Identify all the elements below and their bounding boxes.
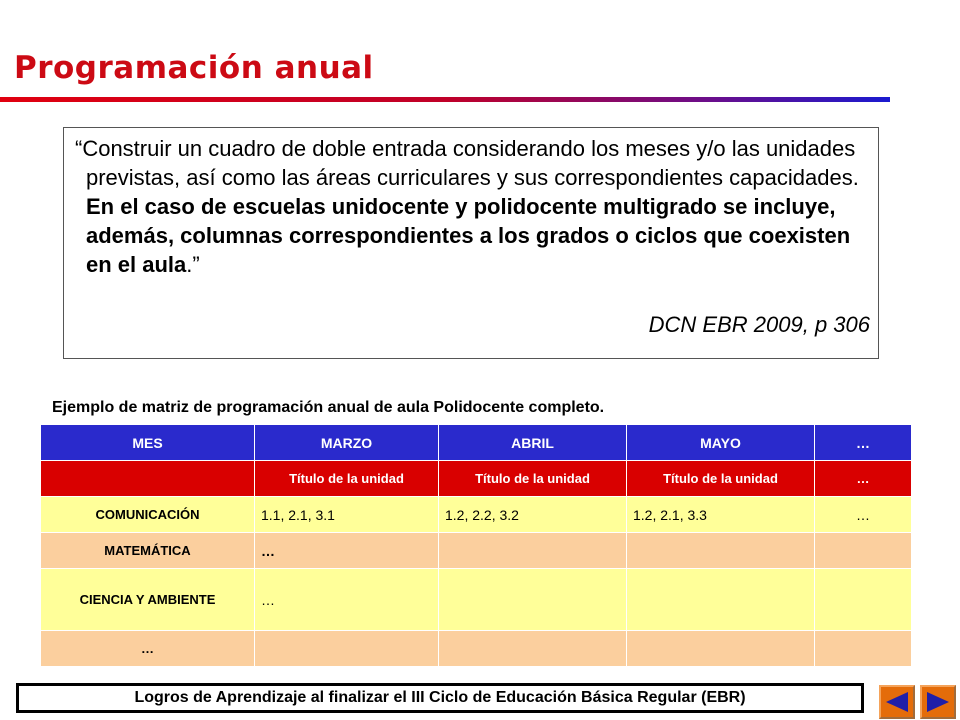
table-cell: [439, 631, 627, 667]
column-header: MARZO: [255, 425, 439, 461]
table-row: [41, 533, 912, 569]
table-cell: [627, 631, 815, 667]
table-cell: …: [255, 569, 439, 631]
table-cell: 1.2, 2.1, 3.3: [627, 497, 815, 533]
quote-box: [63, 127, 879, 359]
previous-slide-button[interactable]: [879, 685, 915, 719]
triangle-left-icon: [884, 690, 910, 714]
table-row: [41, 569, 912, 631]
table-cell: [41, 461, 255, 497]
quote-citation: DCN EBR 2009, p 306: [648, 312, 870, 337]
triangle-right-icon: [925, 690, 951, 714]
row-label: CIENCIA Y AMBIENTE: [41, 569, 255, 631]
table-cell: …: [255, 533, 439, 569]
table-cell: [815, 569, 912, 631]
table-cell: Título de la unidad: [439, 461, 627, 497]
row-label: MATEMÁTICA: [41, 533, 255, 569]
quote-part-regular: Construir un cuadro de doble entrada considerando los meses y/o las unidades previstas, así como las áreas curriculares y sus correspondientes capacidades.: [82, 136, 859, 190]
table-cell: [815, 533, 912, 569]
table-cell: …: [815, 461, 912, 497]
programming-matrix-table: [40, 424, 912, 667]
table-cell: [627, 533, 815, 569]
quote-close: .”: [186, 252, 200, 277]
table-cell: 1.2, 2.2, 3.2: [439, 497, 627, 533]
table-cell: [255, 631, 439, 667]
table-cell: [815, 631, 912, 667]
table-header-row: [41, 425, 912, 461]
table-cell: [439, 533, 627, 569]
title-underline: [0, 97, 890, 102]
table-row: [41, 631, 912, 667]
table-cell: [439, 569, 627, 631]
column-header: ABRIL: [439, 425, 627, 461]
table-cell: 1.1, 2.1, 3.1: [255, 497, 439, 533]
unit-title-row: [41, 461, 912, 497]
column-header: …: [815, 425, 912, 461]
table-cell: Título de la unidad: [627, 461, 815, 497]
page-title: Programación anual: [14, 50, 374, 86]
footer-banner: Logros de Aprendizaje al finalizar el III Ciclo de Educación Básica Regular (EBR): [16, 683, 864, 713]
table-row: [41, 497, 912, 533]
row-label: …: [41, 631, 255, 667]
quote-text: [75, 134, 866, 279]
table-cell: Título de la unidad: [255, 461, 439, 497]
column-header: MES: [41, 425, 255, 461]
table-cell: …: [815, 497, 912, 533]
table-caption: Ejemplo de matriz de programación anual de aula Polidocente completo.: [52, 399, 605, 416]
quote-open-mark: “: [75, 136, 83, 161]
row-label: COMUNICACIÓN: [41, 497, 255, 533]
next-slide-button[interactable]: [920, 685, 956, 719]
table-cell: [627, 569, 815, 631]
quote-part-bold: En el caso de escuelas unidocente y polidocente multigrado se incluye, además, columnas correspondientes a los grados o ciclos que coexisten en el aula: [86, 194, 851, 277]
column-header: MAYO: [627, 425, 815, 461]
